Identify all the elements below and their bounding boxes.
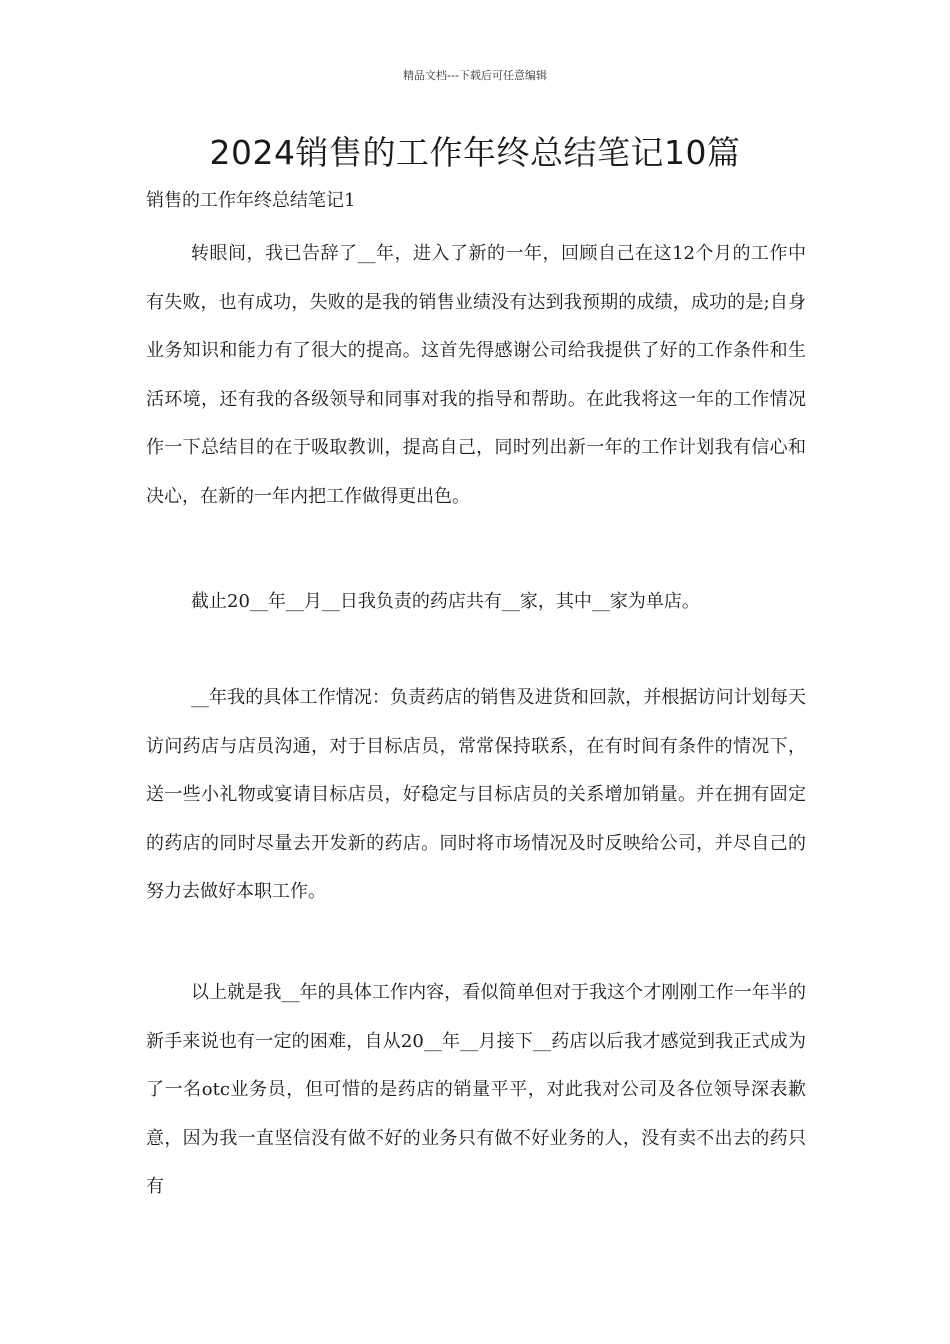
paragraph: 以上就是我__年的具体工作内容，看似简单但对于我这个才刚刚工作一年半的新手来说也有一定的困难，自从20__年__月接下__药店以后我才感觉到我正式成为了一名otc业务员，但可惜的是药店的销量平平，对此我对公司及各位领导深表歉意，因为我一直坚信没有做不好的业务只有做不好业务的人，没有卖不出去的药只有: [146, 982, 806, 1198]
paragraph: __年我的具体工作情况：负责药店的销售及进货和回款，并根据访问计划每天访问药店与店员沟通，对于目标店员，常常保持联系，在有时间有条件的情况下，送一些小礼物或宴请目标店员，好稳定与目标店员的关系增加销量。并在拥有固定的药店的同时尽量去开发新的药店。同时将市场情况及时反映给公司，并尽自己的努力去做好本职工作。: [146, 687, 806, 903]
document-subtitle: 销售的工作年终总结笔记1: [146, 190, 356, 211]
paragraph: 截止20__年__月__日我负责的药店共有__家，其中__家为单店。: [191, 591, 700, 612]
header-note: 精品文档---下载后可任意编辑: [403, 69, 547, 82]
document-title: 2024销售的工作年终总结笔记10篇: [209, 133, 741, 172]
paragraph: 转眼间，我已告辞了__年，进入了新的一年，回顾自己在这12个月的工作中有失败，也有成功，失败的是我的销售业绩没有达到我预期的成绩，成功的是;自身业务知识和能力有了很大的提高。这首先得感谢公司给我提供了好的工作条件和生活环境，还有我的各级领导和同事对我的指导和帮助。在此我将这一年的工作情况作一下总结目的在于吸取教训，提高自己，同时列出新一年的工作计划我有信心和决心，在新的一年内把工作做得更出色。: [146, 243, 806, 507]
